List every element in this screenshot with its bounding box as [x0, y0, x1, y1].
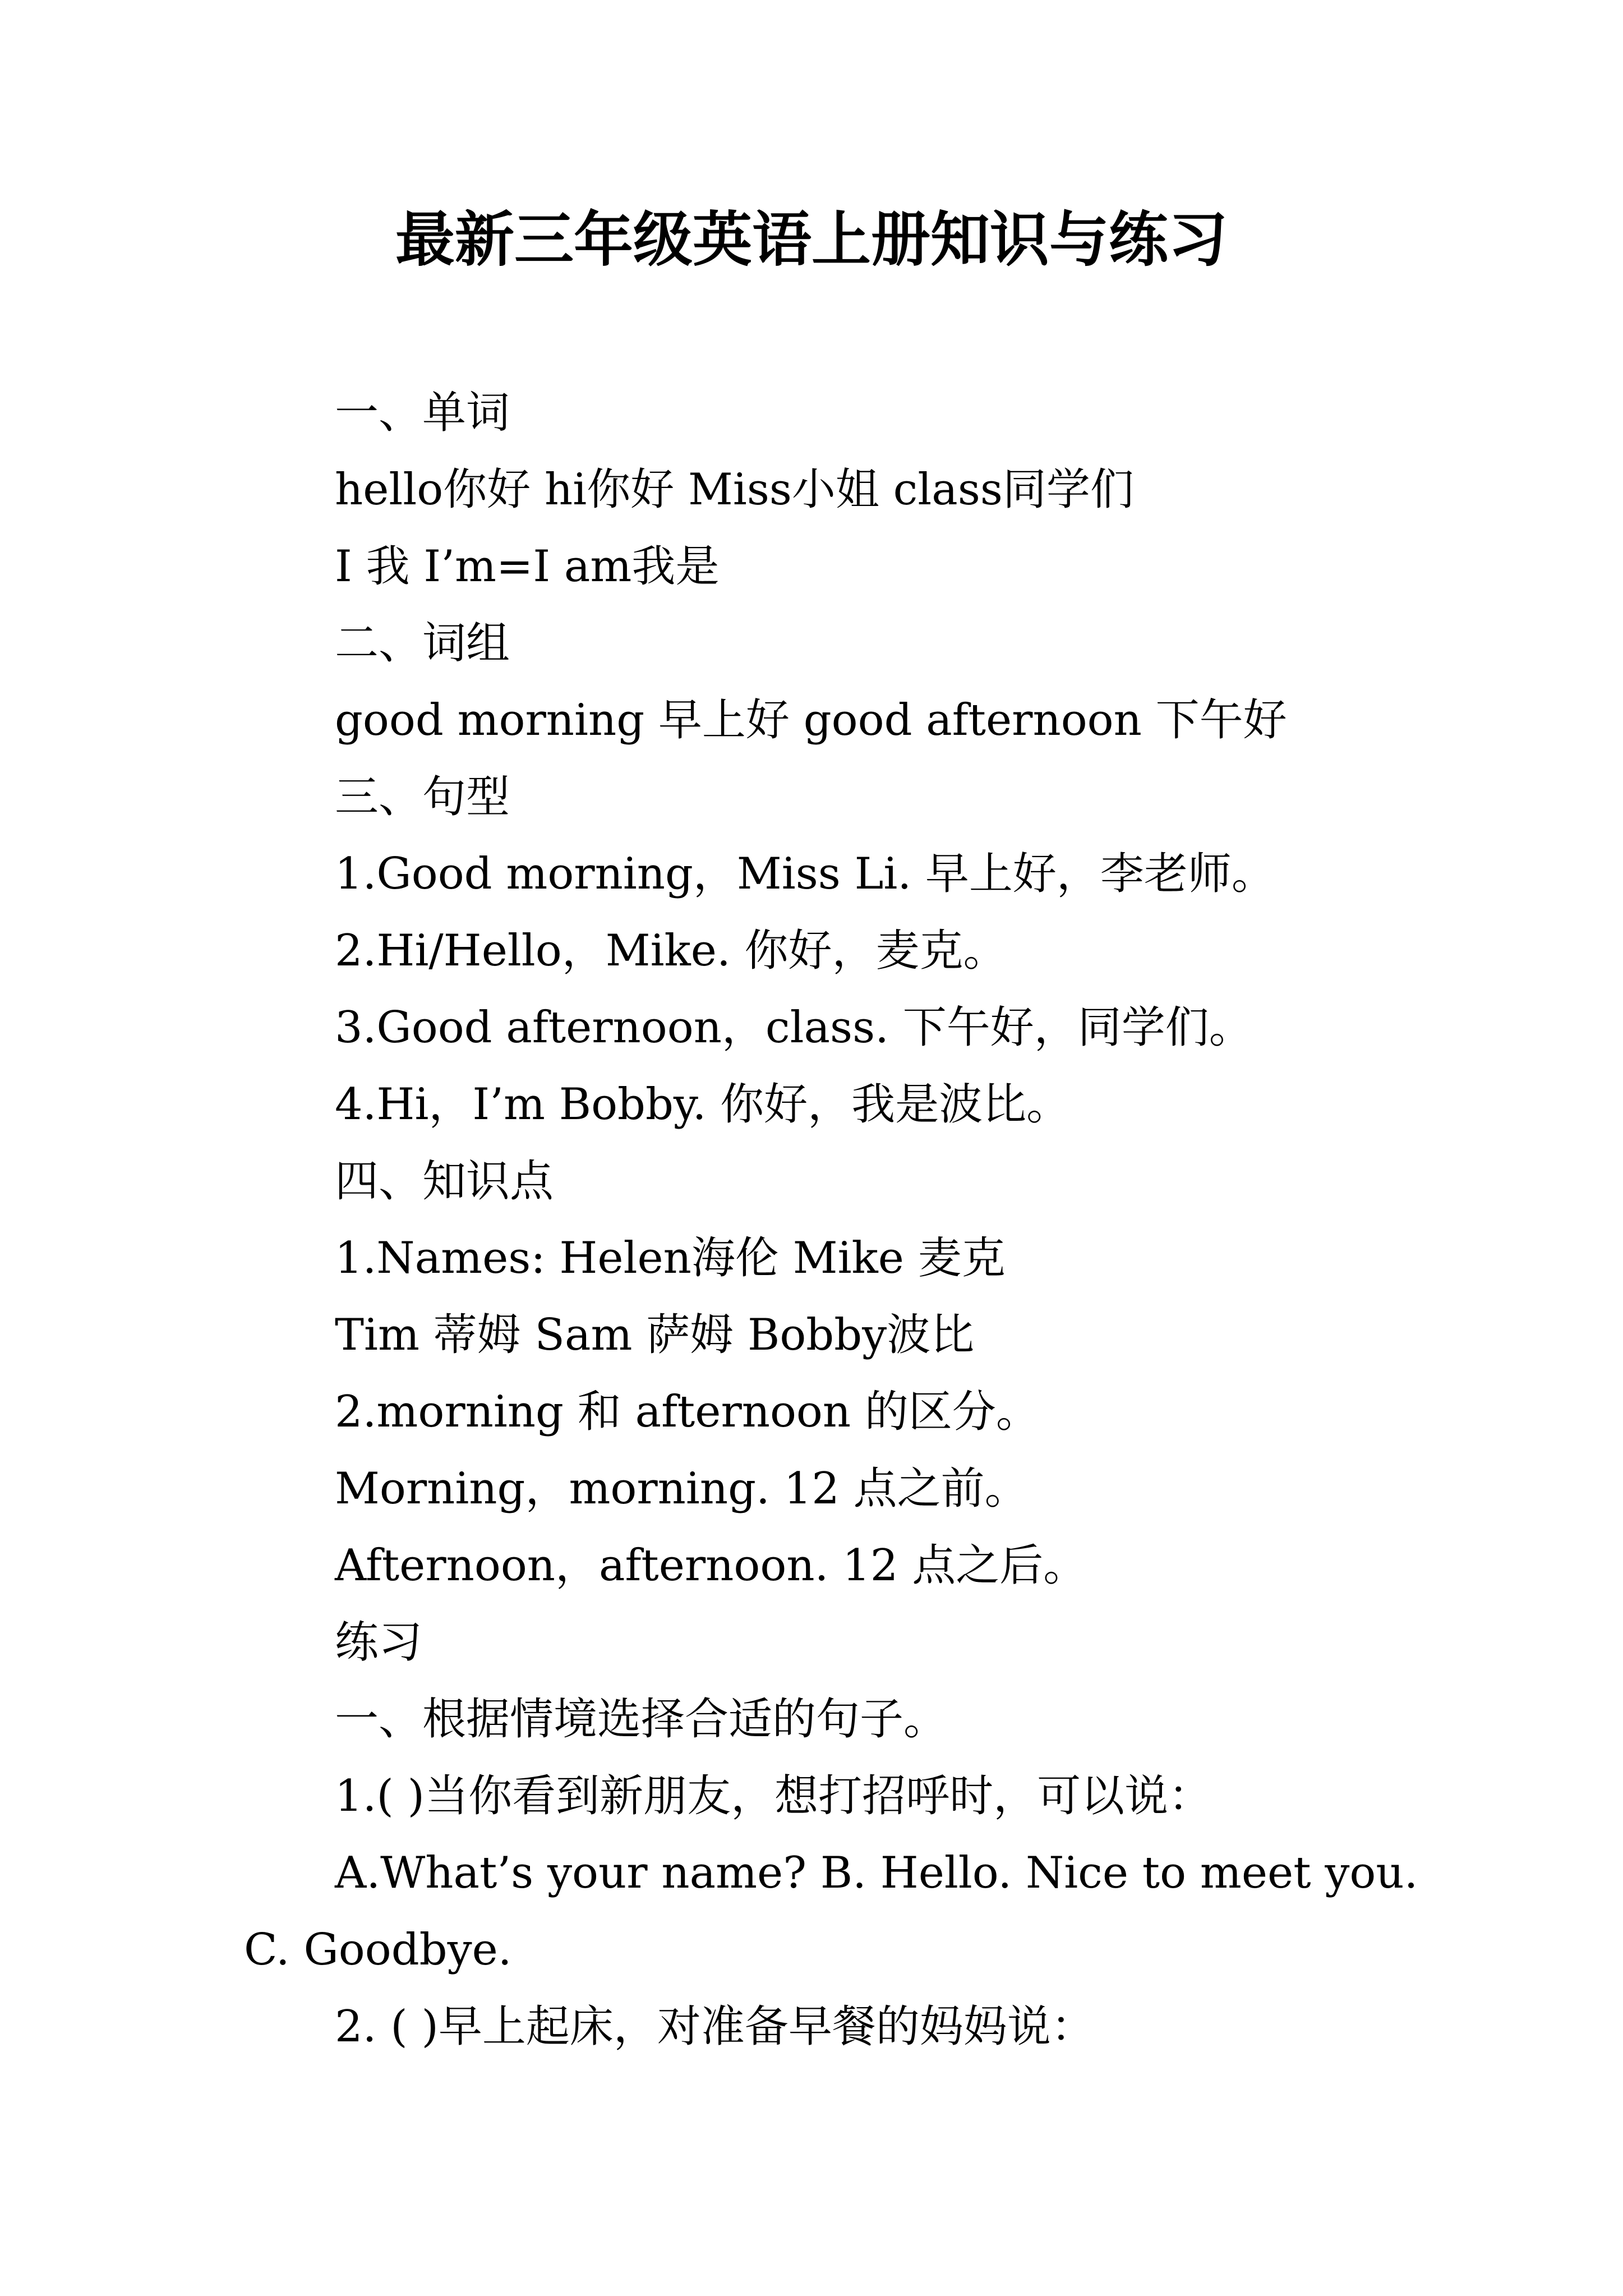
- section-heading: 练习: [335, 1617, 423, 1668]
- question-prompt: 1.( )当你看到新朋友，想打招呼时，可以说：: [335, 1771, 1212, 1821]
- option-b: B. Hello. Nice to meet you.: [820, 1848, 1418, 1898]
- words-section: [244, 375, 1379, 605]
- exercise-heading: 一、根据情境选择合适的句子。: [335, 1694, 948, 1745]
- sentence-line: 4.Hi，I’m Bobby. 你好，我是波比。: [335, 1079, 1071, 1130]
- phrase-line: good morning 早上好 good afternoon 下午好: [335, 695, 1287, 746]
- section-heading: 二、词组: [335, 618, 510, 669]
- knowledge-points-section: [244, 1143, 1379, 1604]
- options-line: [244, 1835, 1418, 1912]
- knowledge-line: Morning，morning. 12 点之前。: [335, 1464, 1029, 1514]
- section-heading: 四、知识点: [335, 1156, 554, 1207]
- sentences-section: [244, 759, 1379, 1143]
- phrases-section: [244, 605, 1379, 759]
- sentence-line: 1.Good morning，Miss Li. 早上好，李老师。: [335, 849, 1275, 899]
- option-c: C. Goodbye.: [244, 1925, 512, 1975]
- section-heading: 三、句型: [335, 772, 510, 822]
- vocab-line: hello你好 hi你好 Miss小姐 class同学们: [335, 464, 1134, 515]
- knowledge-line: 1.Names: Helen海伦 Mike 麦克: [335, 1233, 1006, 1283]
- practice-section: [244, 1604, 1418, 2065]
- vocab-line: I 我 I’m=I am我是: [335, 541, 720, 592]
- option-a: A.What’s your name?: [335, 1848, 807, 1898]
- options-line-continued: [244, 1912, 1379, 1989]
- knowledge-line: 2.morning 和 afternoon 的区分。: [335, 1387, 1040, 1437]
- knowledge-line: Tim 蒂姆 Sam 萨姆 Bobby波比: [335, 1310, 975, 1360]
- question-prompt: 2. ( )早上起床，对准备早餐的妈妈说：: [335, 2001, 1095, 2052]
- section-heading: 一、单词: [335, 388, 510, 438]
- sentence-line: 2.Hi/Hello，Mike. 你好，麦克。: [335, 926, 1007, 976]
- sentence-line: 3.Good afternoon，class. 下午好，同学们。: [335, 1002, 1253, 1053]
- knowledge-line: Afternoon，afternoon. 12 点之后。: [335, 1540, 1087, 1591]
- document-title: 最新三年级英语上册知识与练习: [395, 204, 1228, 274]
- document-body: [244, 375, 1418, 2065]
